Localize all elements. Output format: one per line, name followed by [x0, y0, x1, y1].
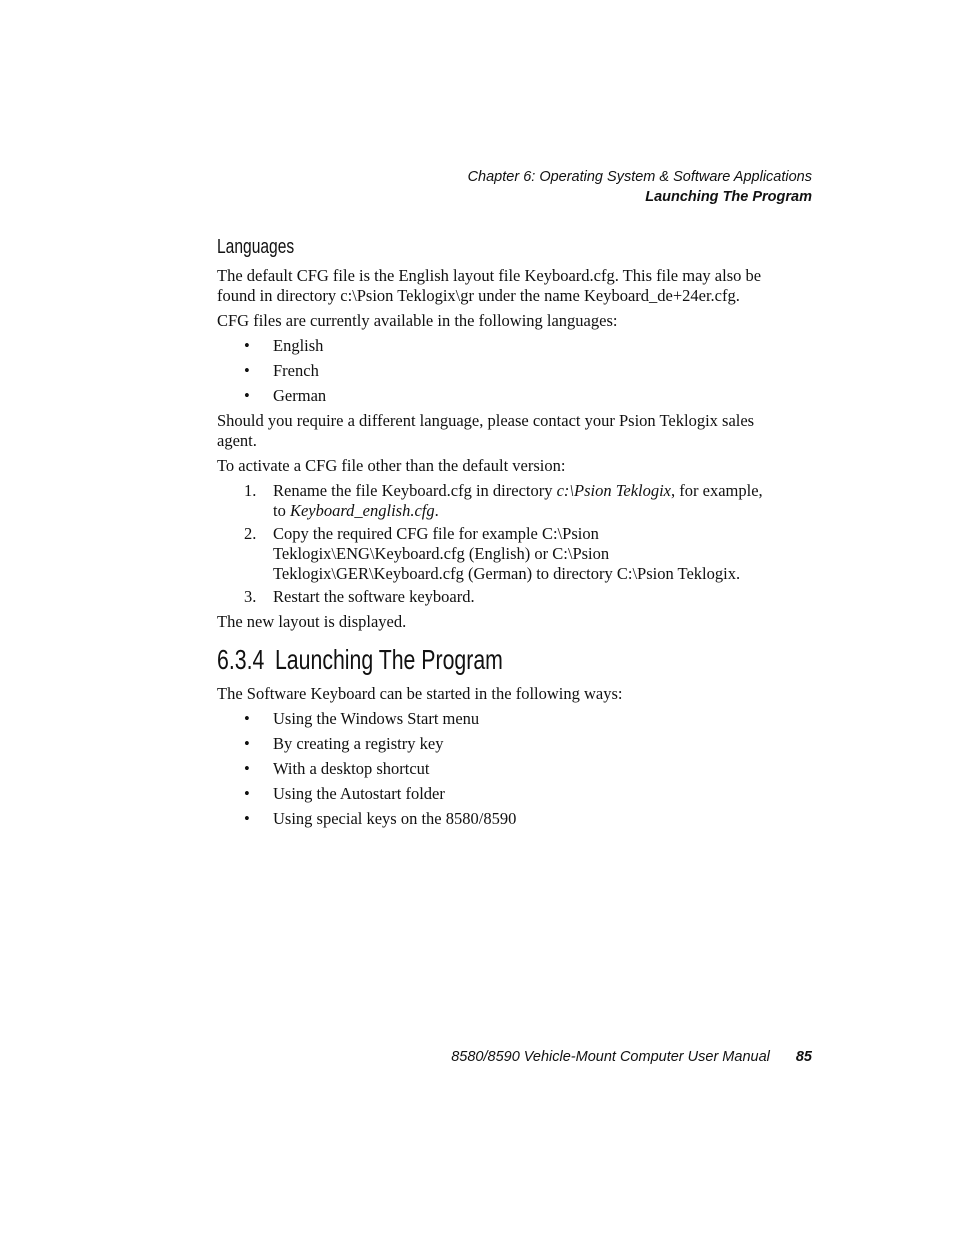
step-number: 2. — [244, 524, 257, 543]
launch-intro: The Software Keyboard can be started in the following ways: — [217, 684, 623, 703]
languages-paragraph-1: The default CFG file is the English layout file Keyboard.cfg. This file may also be found in directory c:\Psion Teklogix\gr under the name Keyboard_de+24er.cfg. — [217, 266, 762, 305]
list-item: • French — [244, 361, 319, 380]
bullet-icon: • — [244, 734, 250, 753]
bullet-icon: • — [244, 386, 250, 405]
step-item: 3. Restart the software keyboard. — [244, 587, 475, 606]
bullet-icon: • — [244, 361, 250, 380]
chapter-title: Chapter 6: Operating System & Software Applications — [467, 169, 812, 185]
activation-steps — [217, 481, 777, 607]
bullet-icon: • — [244, 784, 250, 803]
section-heading — [217, 642, 643, 678]
languages-paragraph-2: CFG files are currently available in the following languages: — [217, 311, 618, 330]
list-item: • Using the Windows Start menu — [244, 709, 480, 728]
page-footer — [451, 1047, 812, 1067]
languages-paragraph-3: Should you require a different language, please contact your Psion Teklogix sales agent. — [217, 411, 755, 450]
step-number: 3. — [244, 587, 257, 606]
languages-list — [217, 336, 777, 406]
step-number: 1. — [244, 481, 257, 500]
step-item: 2. Copy the required CFG file for example C:\Psion Teklogix\ENG\Keyboard.cfg (English) or C:\Psion Teklogix\GER\Keyboard.cfg (German) to directory C:\Psion Teklogix. — [244, 524, 741, 583]
section-title-header: Launching The Program — [645, 189, 812, 205]
list-item: • With a desktop shortcut — [244, 759, 430, 778]
list-item: • German — [244, 386, 327, 405]
section-number: 6.3.4 — [217, 644, 265, 675]
page-content — [217, 232, 777, 834]
list-item: • Using special keys on the 8580/8590 — [244, 809, 517, 828]
bullet-icon: • — [244, 336, 250, 355]
list-item: • English — [244, 336, 324, 355]
bullet-icon: • — [244, 709, 250, 728]
launch-methods-list — [217, 709, 777, 829]
list-item: • Using the Autostart folder — [244, 784, 445, 803]
languages-heading: Languages — [217, 236, 295, 258]
bullet-icon: • — [244, 809, 250, 828]
section-title: Launching The Program — [274, 644, 503, 675]
step-item: 1. Rename the file Keyboard.cfg in directory c:\Psion Teklogix, for example, to Keyboard_english.cfg. — [244, 481, 763, 520]
manual-title: 8580/8590 Vehicle-Mount Computer User Manual — [451, 1049, 770, 1065]
running-header — [468, 167, 812, 207]
page-number: 85 — [795, 1049, 812, 1065]
languages-paragraph-4: To activate a CFG file other than the default version: — [217, 456, 566, 475]
bullet-icon: • — [244, 759, 250, 778]
languages-paragraph-5: The new layout is displayed. — [217, 612, 407, 631]
list-item: • By creating a registry key — [244, 734, 444, 753]
